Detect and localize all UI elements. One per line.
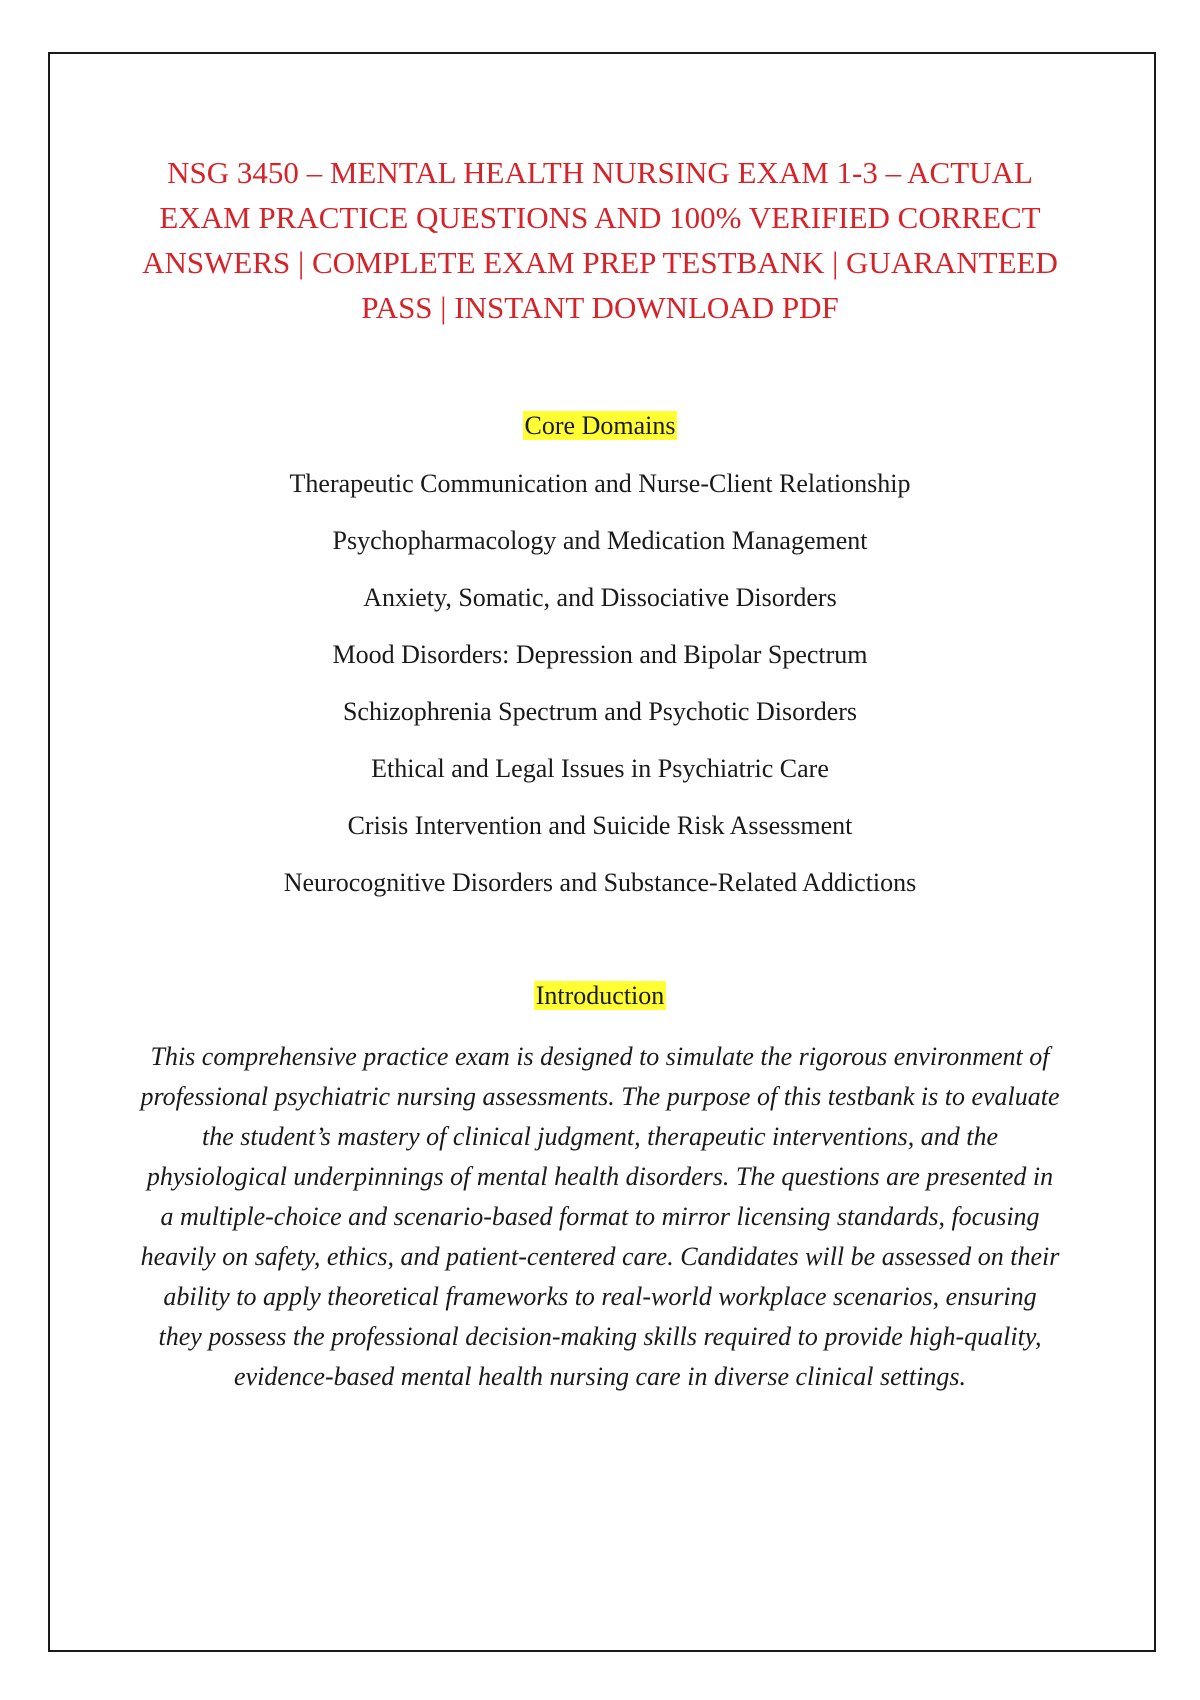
- domain-item: Anxiety, Somatic, and Dissociative Disorders: [363, 583, 837, 612]
- domain-item: Neurocognitive Disorders and Substance-Related Addictions: [283, 868, 917, 897]
- introduction-heading: [0, 978, 1200, 1014]
- introduction-heading-text: Introduction: [535, 981, 665, 1010]
- domain-item: Crisis Intervention and Suicide Risk Assessment: [347, 811, 853, 840]
- core-domains-list: [0, 466, 1200, 922]
- introduction-paragraph: This comprehensive practice exam is designed to simulate the rigorous environment of professional psychiatric nursing assessments. The purpose of this testbank is to evaluate the student’s mastery of clinical judgment, therapeutic interventions, and the physiological underpinnings of mental health disorders. The questions are presented in a multiple-choice and scenario-based format to mirror licensing standards, focusing heavily on safety, ethics, and patient-centered care. Candidates will be assessed on their ability to apply theoretical frameworks to real-world workplace scenarios, ensuring they possess the professional decision-making skills required to provide high-quality, evidence-based mental health nursing care in diverse clinical settings.: [140, 1042, 1060, 1391]
- document-title: NSG 3450 – MENTAL HEALTH NURSING EXAM 1-3 – ACTUAL EXAM PRACTICE QUESTIONS AND 100% VERIFIED CORRECT ANSWERS | COMPLETE EXAM PREP TESTBANK | GUARANTEED PASS | INSTANT DOWNLOAD PDF: [142, 155, 1058, 325]
- domain-item: Therapeutic Communication and Nurse-Client Relationship: [289, 469, 911, 498]
- domain-item: Psychopharmacology and Medication Management: [332, 526, 868, 555]
- core-domains-heading: [0, 408, 1200, 444]
- core-domains-heading-text: Core Domains: [524, 411, 676, 440]
- domain-item: Mood Disorders: Depression and Bipolar Spectrum: [332, 640, 868, 669]
- domain-item: Schizophrenia Spectrum and Psychotic Disorders: [342, 697, 858, 726]
- domain-item: Ethical and Legal Issues in Psychiatric Care: [371, 754, 829, 783]
